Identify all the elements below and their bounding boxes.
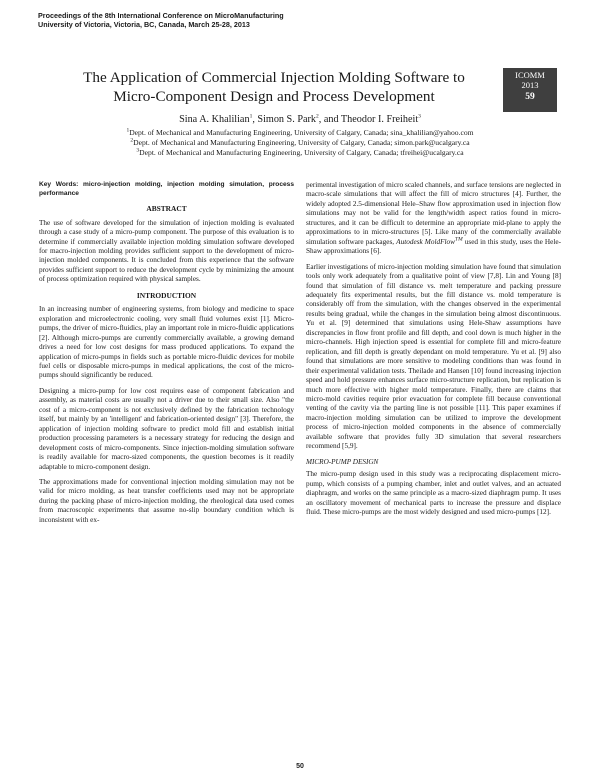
abstract-paragraph: The use of software developed for the simulation of injection molding is evaluated through a case study of a micro-pump component. The purpose of this evaluation is to determine if commercially available injection molding simulation software developed for macro-injection molding provides sufficient support to the development of micro-injection molded components. It is concluded from this experience that the software provides sufficient support to reduce the development cycle by minimizing the amount of process optimization required with physical samples. bbox=[39, 218, 294, 284]
right-paragraph-1 bbox=[306, 181, 561, 257]
badge-paper-number: 59 bbox=[525, 92, 535, 102]
affiliation-1 bbox=[38, 128, 562, 138]
paper-title bbox=[44, 68, 504, 106]
intro-paragraph-3: The approximations made for conventional injection molding simulation may not be valid for micro molding, as heat transfer coefficients used may not be appropriate during the packing phase of micro-injection molding, the rheological data used comes from macroscopic experiments that assume no-slip boundary condition which is inconsistent with ex- bbox=[39, 477, 294, 524]
proceedings-line-2: University of Victoria, Victoria, BC, Canada, March 25-28, 2013 bbox=[38, 20, 250, 29]
trademark-sup: TM bbox=[455, 236, 463, 243]
affiliation-3 bbox=[38, 148, 562, 158]
author-1-sup: 1 bbox=[249, 113, 253, 120]
intro-paragraph-1: In an increasing number of engineering systems, from biology and medicine to space exploration and microelectronic cooling, very small fluid volumes exist [1]. Micro-pumps, the driver of micro-fluidics, play an important role in micro-fluidic applications [2]. Although micro-pumps are currently commercially available, a growing demand drives a need for low cost designs for mass produced applications. To expand the application of micro-pumps in fields such as portable micro-fluidic devices for mobile fuel cells or disposable micro-pumps in medical applications, the cost of the micro-pumps should significantly be reduced. bbox=[39, 305, 294, 380]
affiliations bbox=[38, 128, 562, 157]
product-name: Autodesk MoldFlow bbox=[396, 237, 456, 246]
author-3: and Theodor I. Freiheit bbox=[323, 114, 419, 125]
paper-title-line-2: Micro-Component Design and Process Development bbox=[113, 88, 435, 105]
right-column bbox=[306, 181, 561, 523]
right-paragraph-3: The micro-pump design used in this study was a reciprocating displacement micro-pump, which consists of a pumping chamber, inlet and outlet valves, and an actuated diaphragm, and works on the same principle as a macro-sized diaphragm pump. It uses an oscillatory movement of mechanical parts to increase the pressure and displace fluid. These micro-pumps are the most widely designed and used micro-pumps [12]. bbox=[306, 470, 561, 516]
badge-label: ICOMM bbox=[515, 70, 545, 80]
right-paragraph-1-text: perimental investigation of micro scaled channels, and surface tensions are neglected in macro-scale simulations that will affect the fill of micro structures [4]. Further, the widely adopted 2.5-dimensional Hele–Shaw flow approximation used in injection flow simulations may not be valid for the length/width aspect ratios found in micro-structures, and it can be difficult to determine an appropriate mid-plane to apply the approximations to in micro-structures [5]. Like many of the commercially available simulation software packages, bbox=[306, 181, 561, 246]
page-number: 50 bbox=[296, 763, 304, 770]
affiliation-3-text: Dept. of Mechanical and Manufacturing Engineering, University of Calgary, Canada; tfreihei@ucalgary.ca bbox=[139, 147, 464, 157]
affiliation-2 bbox=[38, 138, 562, 148]
author-2: Simon S. Park bbox=[257, 114, 316, 125]
introduction-heading: INTRODUCTION bbox=[136, 290, 197, 300]
conference-badge bbox=[503, 68, 557, 112]
affiliation-3-sup: 3 bbox=[136, 147, 140, 154]
micropump-heading: MICRO-PUMP DESIGN bbox=[306, 457, 379, 466]
affiliation-1-sup: 1 bbox=[126, 127, 130, 134]
affiliation-1-text: Dept. of Mechanical and Manufacturing Engineering, University of Calgary, Canada; sina_khalilian@yahoo.com bbox=[129, 128, 474, 137]
author-3-sup: 3 bbox=[418, 113, 421, 120]
affiliation-2-sup: 2 bbox=[130, 137, 134, 144]
intro-paragraph-2: Designing a micro-pump for low cost requires ease of component fabrication and assembly, as material costs are usually not a driver due to their small size. Also "the cost of a micro-component is not exclusively defined by the fabrication technology itself, but mainly by an 'intelligent' and fabrication-oriented design" [3]. Therefore, the application of injection molding software to predict mold fill and establish initial production processing parameters is a necessary strategy for reducing the design and development costs of micro-components. Since injection-molding simulation software is readily available for macro-sized components, the question becomes is it readily adaptable to micro-component design. bbox=[39, 386, 294, 471]
proceedings-line-1: Proceedings of the 8th International Conference on MicroManufacturing bbox=[38, 11, 284, 20]
left-column bbox=[39, 181, 294, 531]
author-1: Sina A. Khalilian bbox=[179, 114, 250, 125]
right-paragraph-2: Earlier investigations of micro-injection molding simulation have found that simulation tools only work adequately from a qualitative point of view [7,8]. Lin and Young [8] found that simulation of fill distance vs. melt temperature and packing pressure adequately fits experimental results, but the fill distance vs. mold temperature is considerably off from the simulation, with the changes observed in the experimental results being gradual, while the changes in the simulation being almost discontinuous. Yu et al. [9] determined that simulations using Hele-Shaw assumptions have discrepancies in flow front profile and fill depth, and cool down is much higher in the micro-channels. High injection speed is essential for complete fill and micro-feature replication, and fill depth is greatly dependant on mold temperature. Yu et al. [9] also found that simulations are more sensitive to modeling conditions than was found in their experimental validation tests. Theilade and Hansen [10] found increasing injection speed and hold pressure enhances surface micro-structure replication, but replication is much more effective with higher mold temperature. Finally, there are claims that micro-mold cavities require prior evacuation for complete fill because conventional venting of the cavity via the parting line is not possible [11]. This paper examines if macro-injection molding simulation can be utilized to improve the development process of micro-injection molded components in the absence of commercially available software that provides fully 3D simulation that several researchers recommend [5,9]. bbox=[306, 262, 561, 451]
proceedings-header bbox=[38, 11, 458, 29]
right-paragraph-1-end: used in this study, uses the Hele-Shaw approximations [6]. bbox=[306, 237, 562, 256]
keywords bbox=[39, 181, 294, 198]
affiliation-2-text: Dept. of Mechanical and Manufacturing Engineering, University of Calgary, Canada; simon.park@ucalgary.ca bbox=[133, 137, 470, 147]
keywords-label: Key Words: bbox=[39, 181, 79, 188]
paper-title-line-1: The Application of Commercial Injection Molding Software to bbox=[83, 69, 465, 86]
badge-year: 2013 bbox=[521, 80, 539, 90]
author-list: Sina A. Khalilian$^1$, Simon S. Park$^2$, and Theodor I. Freiheit$^3$ bbox=[179, 113, 421, 125]
abstract-heading: ABSTRACT bbox=[146, 204, 187, 214]
author-2-sup: 2 bbox=[316, 113, 319, 120]
keywords-text: micro-injection molding, injection molding simulation, process performance bbox=[39, 181, 294, 197]
